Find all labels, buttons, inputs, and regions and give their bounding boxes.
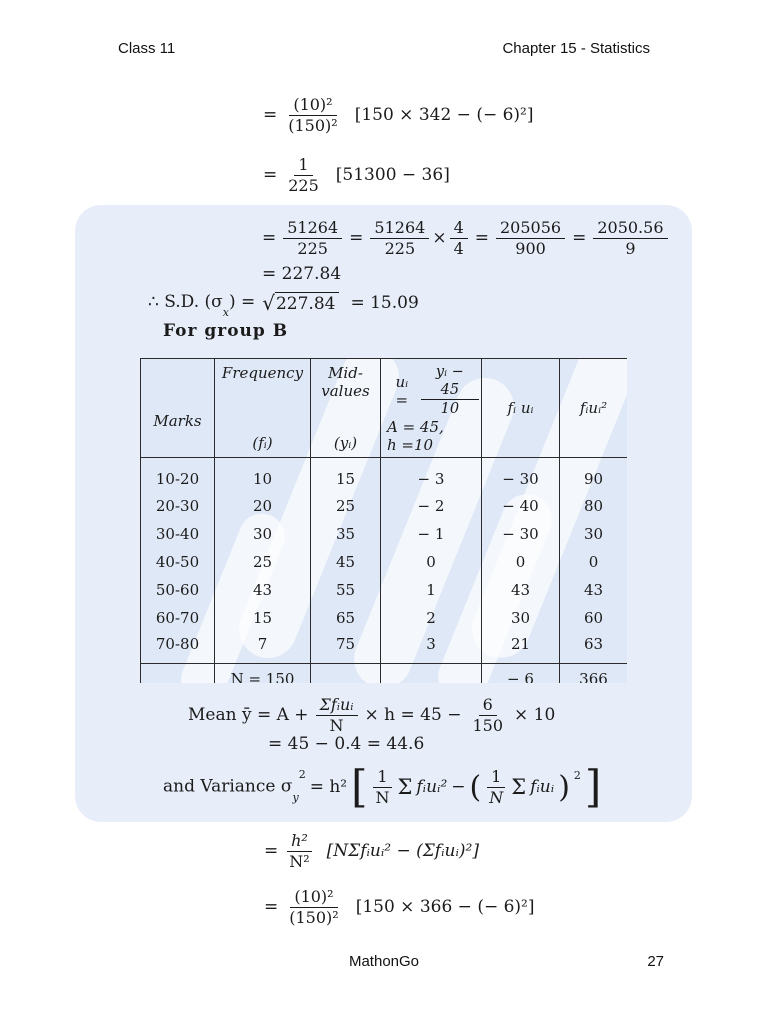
equals-sign: = [349,228,364,248]
header-class-label: Class 11 [118,40,176,57]
fraction: $\frac{\text{h²}}{\text{N²}}$ [285,831,313,872]
sigma-subscript: y [292,791,299,805]
equation-variance-step2 [263,150,450,200]
variance-label: and Variance $\sigma_y^2$ [163,767,306,805]
sd-value: = 15.09 [350,293,419,313]
table-row: 70-80 7 75 3 21 63 [141,632,628,664]
variance-equation [163,758,601,816]
fraction: $\frac{\text{(10)²}}{\text{(150)²}}$ [289,886,339,927]
left-paren: ( [469,769,482,805]
equals-h2: = h² [309,777,348,797]
sigma-sum: Σ [397,774,413,799]
col-header-midvalues: Mid- values (yᵢ) [311,359,381,458]
col-header-fiui2: fᵢuᵢ² [560,359,628,458]
page-footer [0,953,768,970]
fraction: $\frac{6}{150}$ [472,694,504,735]
mean-tail: × 10 [514,705,556,725]
equals-sign: = [262,228,277,248]
square-root: √ 227.84 [262,292,339,314]
col-header-frequency: Frequency (fᵢ) [215,359,311,458]
fraction: $\frac{51264}{225}$ [283,218,342,259]
mean-mid: × h = 45 − [364,705,462,725]
equals-sign: = [572,228,587,248]
fraction: $\frac{\text{(10)²}}{\text{(150)²}}$ [288,94,338,135]
header-chapter-label: Chapter 15 - Statistics [502,40,650,57]
equation-chain [262,212,668,264]
sigma-exponent: 2 [298,767,306,781]
minus-sign: − [451,777,466,797]
left-bracket: [ [351,760,368,813]
term-fiui2: fᵢuᵢ² [416,777,448,797]
equation-rest: [150 × 342 − (− 6)²] [354,105,534,125]
equation-rest: [51300 − 36] [335,165,450,185]
sd-prefix: ∴ S.D. $(\sigma_x)$ = [148,291,256,320]
paren-exponent: 2 [573,768,581,782]
equation-bottom-1 [264,824,479,878]
fraction: $\frac{51264}{225}$ [370,218,429,259]
statistics-table-container [140,358,627,683]
col-header-ui: uᵢ = $\frac{\text{yᵢ − 45}}{10}$ A = 45, h =10 [381,359,482,458]
right-paren: ) [558,769,570,805]
fraction: $\frac{1}{N}$ [372,767,394,808]
equation-rest: [NΣfᵢuᵢ² − (Σfᵢuᵢ)²] [326,841,479,861]
group-b-heading: For group B [163,321,289,341]
table-row: 40-50 25 45 0 0 0 [141,548,628,576]
equals-sign: = [264,841,279,861]
mean-result-line [268,734,424,754]
table-row: 30-40 30 35 − 1 − 30 30 [141,520,628,548]
table-row: 60-70 15 65 2 30 60 [141,604,628,632]
table-row: 20-30 20 25 − 2 − 40 80 [141,492,628,520]
fraction: $\frac{1}{N}$ [485,767,507,808]
brand-label: MathonGo [348,953,420,970]
mean-equation [188,692,555,738]
fraction: $\frac{4}{4}$ [450,218,468,259]
equals-sign: = [263,105,278,125]
mean-result: = 45 − 0.4 = 44.6 [268,734,425,754]
sigma-sum: Σ [511,774,527,799]
radical-sign: √ [262,291,275,315]
sd-result-line [148,288,419,318]
fraction: $\frac{205056}{900}$ [496,218,565,259]
fraction: $\frac{2050.56}{9}$ [593,218,667,259]
page-number: 27 [647,953,664,970]
equation-variance-step1 [263,88,534,142]
equals-sign: = [263,165,278,185]
table-row: 10-20 10 15 − 3 − 30 90 [141,458,628,492]
multiply-sign: × [432,228,447,248]
table-row: 50-60 43 55 1 43 43 [141,576,628,604]
statistics-table [140,358,627,683]
page-header [118,40,650,57]
col-header-fiui: fᵢ uᵢ [482,359,560,458]
table-totals-row: N = 150 − 6 366 [141,664,628,684]
fraction: $\frac{\text{Σfᵢuᵢ}}{N}$ [316,695,358,736]
sigma-subscript: x [222,306,229,320]
equals-sign: = [474,228,489,248]
mean-label: Mean ȳ = A + [188,705,309,725]
equation-bottom-2 [264,880,535,934]
col-header-marks: Marks [141,359,215,458]
table-header-row [141,359,628,458]
equation-result [262,264,341,284]
result-value: = 227.84 [262,264,342,284]
right-bracket: ] [584,760,602,813]
equation-rest: [150 × 366 − (− 6)²] [355,897,535,917]
fraction: $\frac{1}{225}$ [288,154,319,195]
equals-sign: = [264,897,279,917]
term-fiui: fᵢuᵢ [530,777,555,797]
